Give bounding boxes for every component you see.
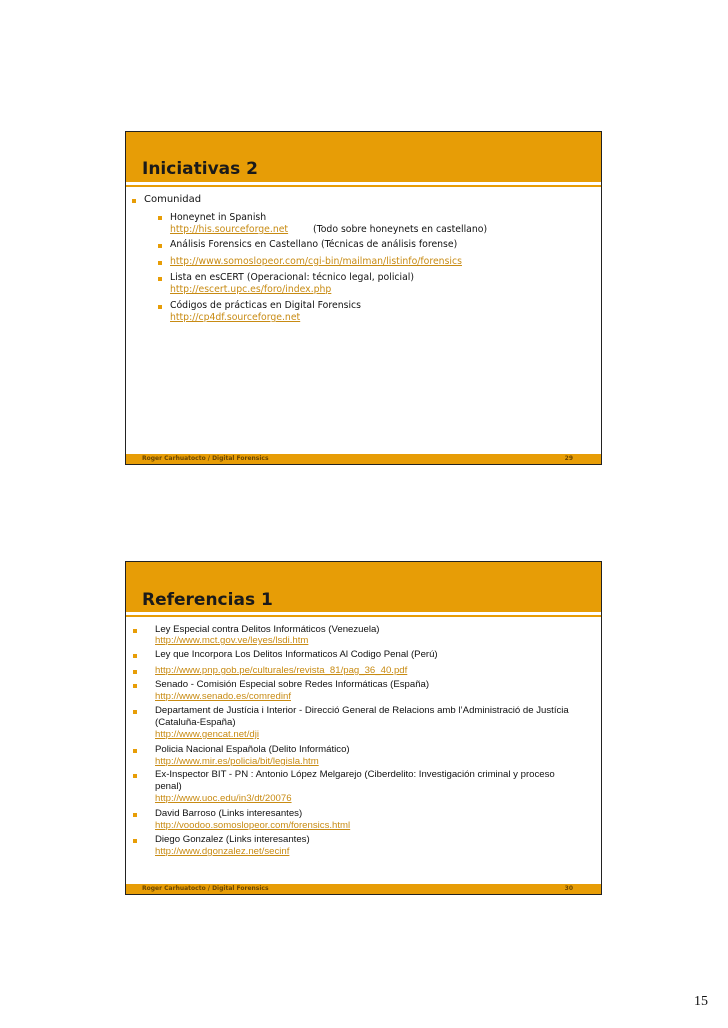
bullet-icon [158, 244, 162, 248]
list-item-text: David Barroso (Links interesantes) [155, 808, 303, 819]
list-item-text: Ex-Inspector BIT - PN : Antonio López Melgarejo (Ciberdelito: Investigación criminal y proceso [155, 769, 555, 780]
bullet-icon [133, 813, 137, 817]
list-item-text: Policia Nacional Española (Delito Informático) [155, 744, 350, 755]
link[interactable]: http://www.uoc.edu/in3/dt/20076 [155, 793, 292, 804]
bullet-icon [133, 670, 137, 674]
link[interactable]: http://escert.upc.es/foro/index.php [170, 284, 332, 295]
bullet-icon [158, 305, 162, 309]
title-underline [126, 185, 601, 187]
bullet-icon [133, 629, 137, 633]
link[interactable]: http://www.senado.es/comredinf [155, 691, 291, 702]
link[interactable]: http://www.mir.es/policia/bit/legisla.htm [155, 756, 319, 767]
list-item-text: Análisis Forensics en Castellano (Técnicas de análisis forense) [170, 239, 458, 250]
link[interactable]: http://voodoo.somoslopeor.com/forensics.html [155, 820, 351, 831]
link[interactable]: http://his.sourceforge.net [170, 224, 289, 235]
list-item-text: Lista en esCERT (Operacional: técnico legal, policial) [170, 272, 415, 283]
footer-author: Roger Carhuatocto / Digital Forensics [142, 455, 269, 462]
bullet-icon [133, 684, 137, 688]
list-item-text: Ley que Incorpora Los Delitos Informaticos Al Codigo Penal (Perú) [155, 649, 438, 660]
list-item-text: (Todo sobre honeynets en castellano) [313, 224, 488, 235]
slide-footer [126, 454, 601, 464]
bullet-icon [158, 277, 162, 281]
list-item-text: penal) [155, 781, 182, 792]
link[interactable]: http://www.gencat.net/dji [155, 729, 259, 740]
bullet-icon [133, 774, 137, 778]
slide-header [126, 132, 601, 182]
list-item-text: Códigos de prácticas en Digital Forensics [170, 300, 361, 311]
list-item-text: Departament de Justícia i Interior - Direcció General de Relacions amb l’Administració de Justícia [155, 705, 569, 716]
list-item-text: Senado - Comisión Especial sobre Redes Informáticas (España) [155, 679, 430, 690]
list-item-text: Honeynet in Spanish [170, 212, 267, 223]
link[interactable]: http://cp4df.sourceforge.net [170, 312, 301, 323]
slide-referencias-1 [125, 561, 602, 895]
list-item-text: Ley Especial contra Delitos Informáticos (Venezuela) [155, 624, 380, 635]
bullet-icon [133, 749, 137, 753]
slide-number: 30 [564, 885, 573, 892]
link[interactable]: http://www.somoslopeor.com/cgi-bin/mailman/listinfo/forensics [170, 256, 462, 267]
footer-author: Roger Carhuatocto / Digital Forensics [142, 885, 269, 892]
link[interactable]: http://www.mct.gov.ve/leyes/lsdi.htm [155, 635, 309, 646]
bullet-icon [158, 216, 162, 220]
list-item-text: Diego Gonzalez (Links interesantes) [155, 834, 310, 845]
slide-number: 29 [564, 455, 573, 462]
bullet-icon [158, 261, 162, 265]
list-item-text: (Cataluña-España) [155, 717, 236, 728]
slide-footer [126, 884, 601, 894]
slide-header [126, 562, 601, 612]
bullet-icon [133, 654, 137, 658]
bullet-icon [133, 710, 137, 714]
page-number: 15 [694, 994, 708, 1009]
slide-title: Referencias 1 [142, 590, 273, 610]
bullet-icon [132, 199, 136, 203]
slide-iniciativas-2 [125, 131, 602, 465]
bullet-icon [133, 839, 137, 843]
slide-title: Iniciativas 2 [142, 159, 259, 179]
title-underline [126, 615, 601, 617]
link[interactable]: http://www.pnp.gob.pe/culturales/revista_81/pag_36_40.pdf [155, 665, 408, 676]
bullet-text: Comunidad [144, 194, 202, 205]
link[interactable]: http://www.dgonzalez.net/secinf [155, 846, 290, 857]
